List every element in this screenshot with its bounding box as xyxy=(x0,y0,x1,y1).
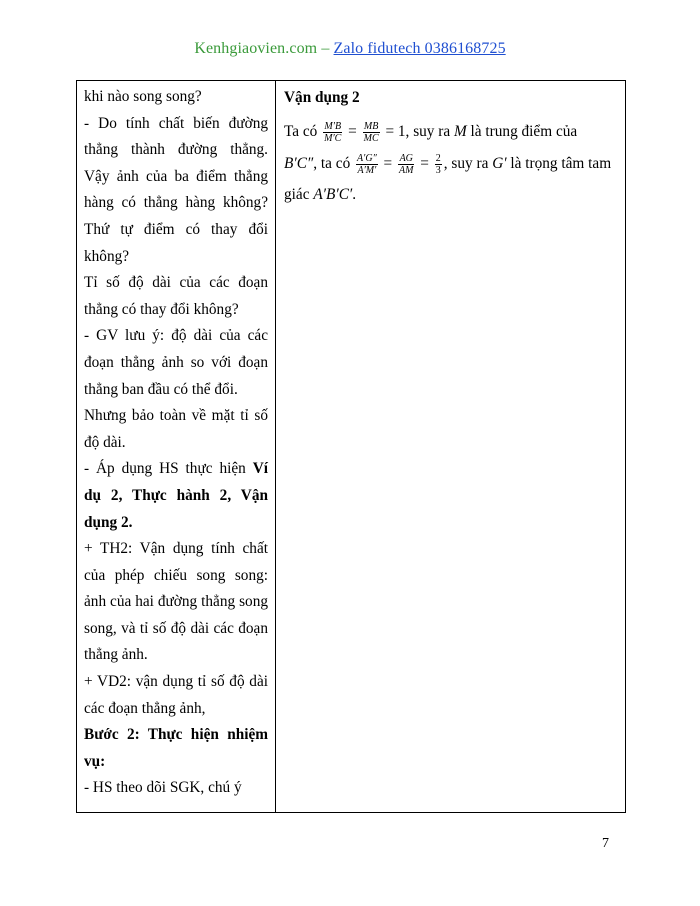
page-header xyxy=(0,40,700,58)
left-paragraph-6 xyxy=(84,456,268,536)
left-paragraph-6-prefix: - Áp dụng HS thực hiện xyxy=(84,460,253,478)
l2-c: là trọng tâm tam xyxy=(506,155,612,172)
lesson-table xyxy=(76,80,626,813)
equals-sign: = xyxy=(379,155,397,172)
table-row xyxy=(77,81,626,813)
right-cell xyxy=(276,81,626,813)
header-dash: – xyxy=(317,40,334,57)
var-m: M xyxy=(453,123,467,140)
var-g: G′ xyxy=(492,155,507,172)
l1-b: là trung điểm của xyxy=(466,123,578,140)
right-title: Vận dụng 2 xyxy=(284,89,360,106)
equals-sign: = xyxy=(416,155,433,172)
right-line-2 xyxy=(284,147,617,181)
fraction-denominator: AM xyxy=(399,164,414,176)
left-paragraph-7: + TH2: Vận dụng tính chất của phép chiếu song song: ảnh của hai đường thẳng song song, và tỉ số độ dài các đoạn thẳng ảnh. xyxy=(84,540,268,664)
right-line-1 xyxy=(284,117,617,147)
left-paragraph-6-bold: Ví dụ 2, Thực hành 2, Vận dụng 2. xyxy=(84,460,268,531)
l2-a: , ta có xyxy=(313,155,355,172)
fraction-mb-mc-prime xyxy=(323,121,342,144)
fraction-numerator: 2 xyxy=(435,152,441,164)
left-paragraph-5: Nhưng bảo toàn về mặt tỉ số độ dài. xyxy=(84,407,268,451)
fraction-numerator: MB xyxy=(363,120,379,132)
left-paragraph-3: Tỉ số độ dài của các đoạn thẳng có thay đổi không? xyxy=(84,274,268,318)
left-paragraph-2: - Do tính chất biến đường thẳng thành đường thẳng. Vậy ảnh của ba điểm thẳng hàng có thẳng hàng không? Thứ tự điểm có thay đổi không? xyxy=(84,114,268,265)
l2-b: , suy ra xyxy=(443,155,493,172)
fraction-denominator: M′C xyxy=(324,132,342,144)
fraction-two-thirds xyxy=(435,153,442,176)
var-bc: B′C″ xyxy=(284,155,314,172)
l3-a: giác xyxy=(284,186,314,203)
fraction-numerator: AG xyxy=(399,152,413,164)
fraction-ag-am-prime xyxy=(356,153,378,176)
fraction-mb-mc xyxy=(363,121,380,144)
fraction-denominator: A′M′ xyxy=(357,164,377,176)
left-column-text xyxy=(77,81,275,802)
fraction-denominator: MC xyxy=(363,132,379,144)
fraction-denominator: 3 xyxy=(435,164,441,176)
l3-b: . xyxy=(352,186,357,203)
fraction-numerator: A′G″ xyxy=(357,152,377,164)
left-paragraph-8: + VD2: vận dụng tỉ số độ dài các đoạn thẳng ảnh, xyxy=(84,673,268,717)
fraction-numerator: M′B xyxy=(324,120,342,132)
left-paragraph-1: khi nào song song? xyxy=(84,88,202,105)
left-paragraph-9 xyxy=(84,722,268,775)
eq1-tail: = 1, suy ra xyxy=(381,123,454,140)
header-site: Kenhgiaovien.com xyxy=(194,40,318,57)
var-abc: A′B′C′ xyxy=(313,186,353,203)
left-cell xyxy=(77,81,276,813)
l1-a: Ta có xyxy=(284,123,322,140)
page-number: 7 xyxy=(602,836,609,851)
header-zalo-link[interactable]: Zalo fidutech 0386168725 xyxy=(333,40,506,57)
fraction-ag-am xyxy=(398,153,414,176)
left-paragraph-4: - GV lưu ý: độ dài của các đoạn thẳng ảnh so với đoạn thẳng ban đầu có thể đổi. xyxy=(84,327,268,398)
right-line-3 xyxy=(284,181,617,209)
equals-sign: = xyxy=(344,123,361,140)
left-paragraph-10: - HS theo dõi SGK, chú ý xyxy=(84,779,242,797)
step-2-heading: Bước 2: Thực hiện nhiệm vụ: xyxy=(84,726,268,770)
right-column-text xyxy=(276,81,625,209)
